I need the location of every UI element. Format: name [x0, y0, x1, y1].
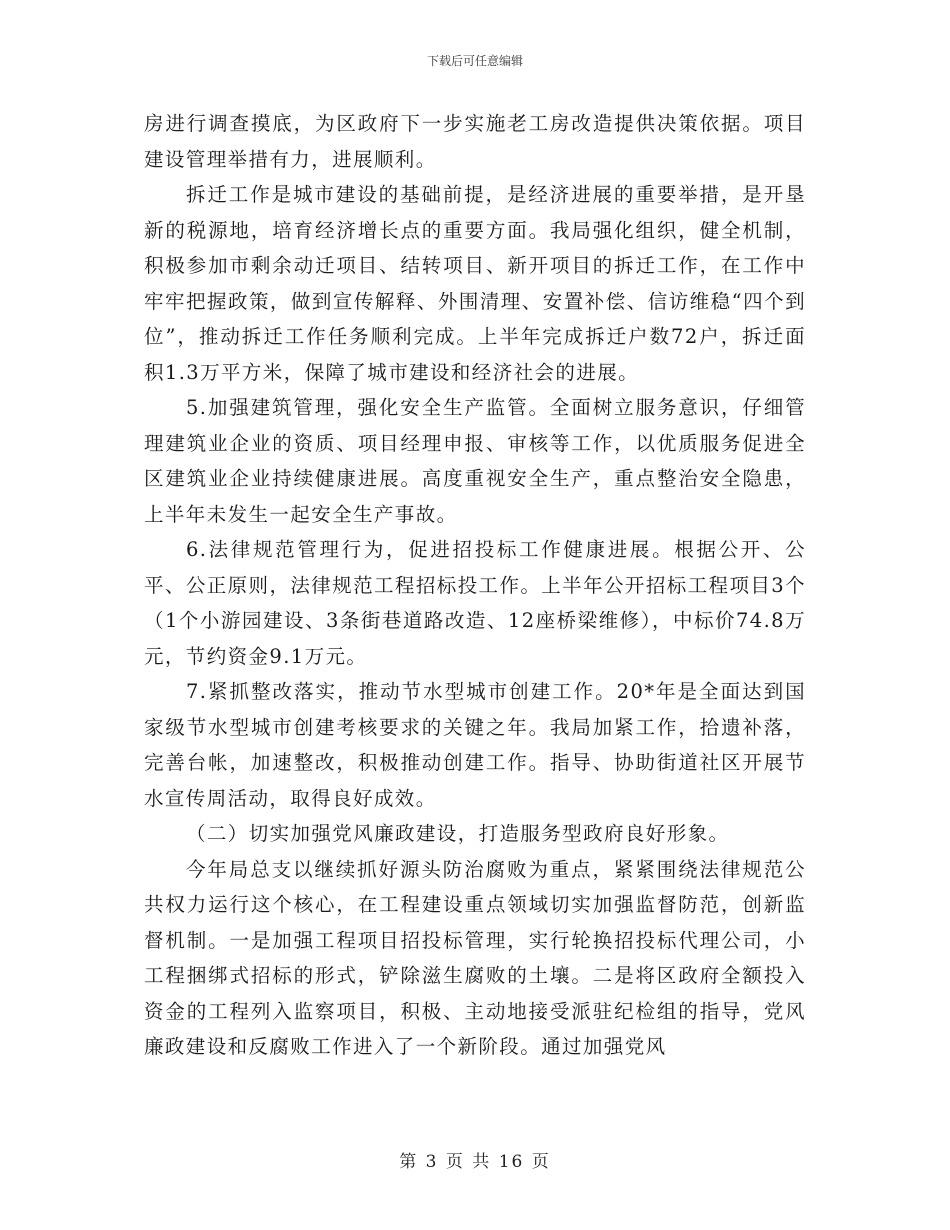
paragraph-item-6: 6.法律规范管理行为，促进招投标工作健康进展。根据公开、公平、公正原则，法律规范工程招标投工作。上半年公开招标工程项目3个（1个小游园建设、3条街巷道路改造、12座桥梁维修），中标价74.8万元，节约资金9.1万元。	[144, 538, 806, 668]
paragraph-demolition-work: 拆迁工作是城市建设的基础前提，是经济进展的重要举措，是开垦新的税源地，培育经济增长点的重要方面。我局强化组织，健全机制，积极参加市剩余动迁项目、结转项目、新开项目的拆迁工作，在工作中牢牢把握政策，做到宣传解释、外围清理、安置补偿、信访维稳“四个到位”，推动拆迁工作任务顺利完成。上半年完成拆迁户数72户，拆迁面积1.3万平方米，保障了城市建设和经济社会的进展。	[144, 183, 806, 384]
document-body	[144, 106, 806, 1065]
paragraph-item-7: 7.紧抓整改落实，推动节水型城市创建工作。20*年是全面达到国家级节水型城市创建考核要求的关键之年。我局加紧工作，拾遗补落，完善台帐，加速整改，积极推动创建工作。指导、协助街道社区开展节水宣传周活动，取得良好成效。	[144, 680, 806, 810]
section-heading-2: （二）切实加强党风廉政建设，打造服务型政府良好形象。	[186, 822, 730, 845]
paragraph-party-conduct: 今年局总支以继续抓好源头防治腐败为重点，紧紧围绕法律规范公共权力运行这个核心，在工程建设重点领域切实加强监督防范，创新监督机制。一是加强工程项目招投标管理，实行轮换招投标代理公司，小工程捆绑式招标的形式，铲除滋生腐败的土壤。二是将区政府全额投入资金的工程列入监察项目，积极、主动地接受派驻纪检组的指导，党风廉政建设和反腐败工作进入了一个新阶段。通过加强党风	[144, 857, 806, 1058]
page-number: 第 3 页 共 16 页	[399, 1152, 551, 1172]
paragraph-item-5: 5.加强建筑管理，强化安全生产监管。全面树立服务意识，仔细管理建筑业企业的资质、项目经理申报、审核等工作，以优质服务促进全区建筑业企业持续健康进展。高度重视安全生产，重点整治安全隐患，上半年未发生一起安全生产事故。	[144, 396, 806, 526]
page-header-note: 下载后可任意编辑	[426, 54, 523, 68]
paragraph-continuation: 房进行调查摸底，为区政府下一步实施老工房改造提供决策依据。项目建设管理举措有力，进展顺利。	[144, 112, 806, 171]
